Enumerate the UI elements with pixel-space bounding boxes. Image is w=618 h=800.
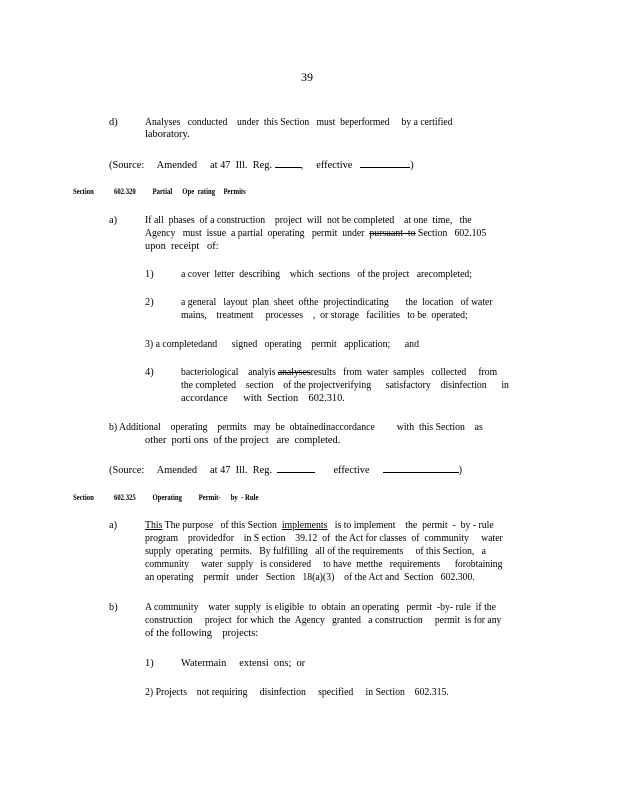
- section-number: 602.320: [113, 186, 136, 196]
- section-number: 602.325: [113, 492, 136, 502]
- sub-item-label-1: 1): [145, 269, 154, 280]
- section-heading-602-320: [73, 186, 246, 196]
- underlined-text: This: [145, 520, 163, 531]
- item-a-line-2-text: Agency must issue a partial operating permit under: [145, 228, 365, 239]
- source-note-1: [109, 157, 414, 173]
- item-a2-line-1: [145, 519, 494, 533]
- sub-item-4-line-3: accordance with Section 602.310.: [181, 393, 345, 404]
- item-label-d: d): [109, 117, 118, 128]
- item-b2-line-1: A community water supply is eligible to obtain an operating permit -by- rule if the: [145, 602, 497, 613]
- sub-item-1: a cover letter describing which sections of the project arecompleted;: [181, 269, 473, 280]
- sub-item-4-text-end: results from water samples collected from: [310, 367, 498, 378]
- sub-item-label-4: 4): [145, 367, 154, 378]
- blank-line: [383, 462, 459, 473]
- sub-item-4-text: bacteriological analyis: [181, 367, 276, 378]
- sub-item-1b: Watermain extensi ons; or: [181, 658, 306, 669]
- item-a2-line-5: an operating permit under Section 18(a)(3) of the Act and Section 602.300.: [145, 572, 475, 583]
- sub-item-2-line-2: mains, treatment processes , or storage facilities to be operated;: [181, 310, 468, 321]
- sub-item-label-2: 2): [145, 297, 154, 308]
- struck-text: pursuant to: [369, 228, 416, 239]
- sub-item-3: 3) a completedand signed operating permit application; and: [145, 339, 419, 350]
- source-prefix: (Source: Amended at 47 Ill. Reg.: [109, 160, 273, 171]
- item-a-line-1: If all phases of a construction project will not be completed at one time, the: [145, 215, 472, 226]
- section-title: Operating Permit- by - Rule: [152, 492, 259, 502]
- source-note-2: [109, 462, 462, 478]
- source-effective: effective: [333, 465, 370, 476]
- source-effective: effective: [316, 160, 353, 171]
- section-word: Section: [73, 186, 94, 196]
- section-word: Section: [73, 492, 94, 502]
- item-a2-line-2: program providedfor in S ection 39.12 of the Act for classes of community water: [145, 533, 503, 544]
- item-a-line-2: [145, 227, 486, 241]
- underlined-text: implements: [281, 520, 328, 531]
- blank-line: [275, 157, 301, 168]
- struck-text: analyses: [277, 367, 311, 378]
- sub-item-2-line-1: a general layout plan sheet ofthe projectindicating the location of water: [181, 297, 493, 308]
- sub-item-2b: 2) Projects not requiring disinfection specified in Section 602.315.: [145, 687, 449, 698]
- blank-line: [360, 157, 410, 168]
- item-label-b-2: b): [109, 602, 118, 613]
- item-label-a: a): [109, 215, 118, 226]
- item-a2-line-4: community water supply is considered to have metthe requirements forobtaining: [145, 559, 503, 570]
- item-b2-line-3: of the following projects:: [145, 628, 259, 639]
- item-a2-line-3: supply operating permits. By fulfilling all of the requirements of this Section, a: [145, 546, 486, 557]
- item-d-line-2: laboratory.: [145, 129, 190, 140]
- item-d-line-1: Analyses conducted under this Section must beperformed by a certified: [145, 117, 453, 128]
- section-heading-602-325: [73, 492, 258, 502]
- item-label-a-2: a): [109, 520, 118, 531]
- item-b-line-2: other porti ons of the project are completed.: [145, 435, 341, 446]
- source-prefix: (Source: Amended at 47 Ill. Reg.: [109, 465, 273, 476]
- item-a-line-2-end: Section 602.105: [417, 228, 487, 239]
- source-close: ): [458, 465, 463, 476]
- item-a2-text-end: is to implement the permit - by - rule: [327, 520, 494, 531]
- blank-line: [277, 462, 315, 473]
- sub-item-4-line-2: the completed section of the projectverifying satisfactory disinfection in: [181, 380, 509, 391]
- item-b2-line-2: construction project for which the Agency granted a construction permit is for any: [145, 615, 502, 626]
- item-a-line-3: upon receipt of:: [145, 241, 219, 252]
- sub-item-4-line-1: [181, 366, 497, 380]
- sub-item-label-1b: 1): [145, 658, 154, 669]
- page-number: 39: [301, 70, 313, 84]
- source-separator: ,: [300, 160, 304, 171]
- item-a2-text: The purpose of this Section: [162, 520, 277, 531]
- section-title: Partial Ope rating Permits: [152, 186, 246, 196]
- item-b-line-1: b) Additional operating permits may be obtainedinaccordance with this Section as: [109, 422, 483, 433]
- source-close: ): [410, 160, 414, 171]
